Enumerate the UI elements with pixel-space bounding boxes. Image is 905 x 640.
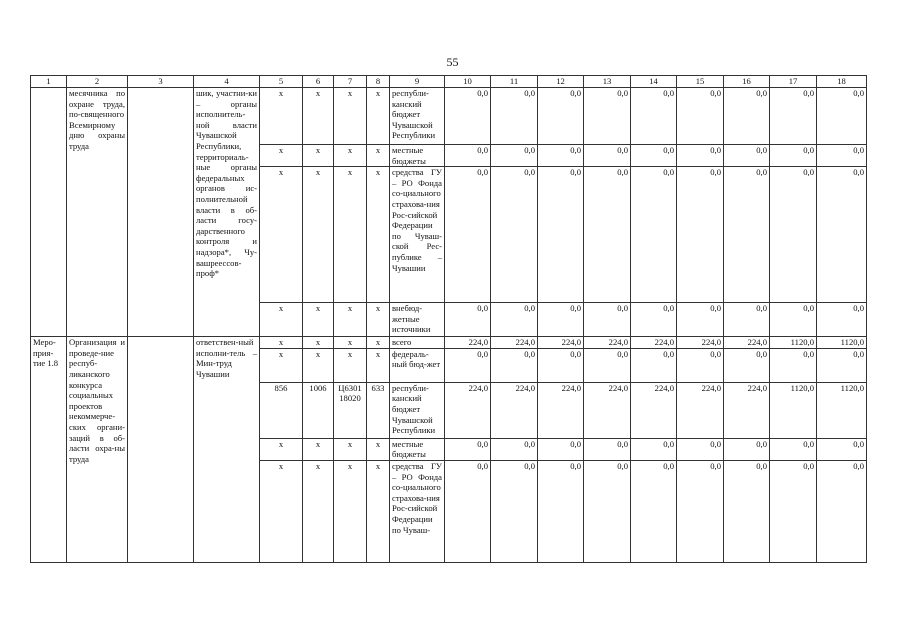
amount-cell: 224,0 [677, 382, 724, 438]
amount-cell: 0,0 [817, 438, 867, 460]
amount-cell: 0,0 [491, 303, 538, 337]
amount-cell: 224,0 [538, 337, 584, 349]
amount-cell: 0,0 [631, 438, 677, 460]
funding-source-cell: республи-канский бюджет Чувашской Республики [390, 382, 445, 438]
amount-cell: 0,0 [445, 145, 491, 167]
event-number-cell [31, 88, 67, 337]
budget-code-cell: x [260, 145, 303, 167]
amount-cell: 0,0 [724, 348, 770, 382]
amount-cell: 1120,0 [817, 337, 867, 349]
amount-cell: 224,0 [631, 382, 677, 438]
budget-code-cell: 633 [367, 382, 390, 438]
executor-cell: ответствен-ный исполни-тель – Мин-труд Чувашии [194, 337, 260, 563]
budget-code-cell: x [367, 88, 390, 145]
amount-cell: 0,0 [538, 438, 584, 460]
amount-cell: 0,0 [770, 303, 817, 337]
amount-cell: 0,0 [584, 438, 631, 460]
amount-cell: 0,0 [817, 145, 867, 167]
amount-cell: 0,0 [538, 460, 584, 562]
amount-cell: 0,0 [817, 88, 867, 145]
amount-cell: 0,0 [491, 88, 538, 145]
funding-source-cell: местные бюджеты [390, 145, 445, 167]
amount-cell: 0,0 [724, 167, 770, 303]
amount-cell: 0,0 [584, 145, 631, 167]
amount-cell: 0,0 [538, 88, 584, 145]
column-header-18: 18 [817, 76, 867, 88]
amount-cell: 0,0 [677, 460, 724, 562]
funding-source-cell: внебюд-жетные источники [390, 303, 445, 337]
table-row [31, 337, 867, 349]
amount-cell: 0,0 [724, 145, 770, 167]
amount-cell: 0,0 [631, 145, 677, 167]
funding-source-cell: республи-канский бюджет Чувашской Республики [390, 88, 445, 145]
amount-cell: 224,0 [491, 382, 538, 438]
header-row [31, 76, 867, 88]
amount-cell: 0,0 [770, 167, 817, 303]
executor-cell: шик, участни-ки – органы исполнитель-ной власти Чувашской Республики, территориаль-ные органы федеральных органов ис-полнительной власти в об-ласти госу-дарственного контроля и надзора*, Чу-вашреессов-проф* [194, 88, 260, 337]
amount-cell: 0,0 [584, 303, 631, 337]
amount-cell: 0,0 [445, 348, 491, 382]
amount-cell: 0,0 [631, 460, 677, 562]
amount-cell: 0,0 [538, 145, 584, 167]
budget-code-cell: x [303, 460, 334, 562]
budget-code-cell: x [334, 460, 367, 562]
amount-cell: 0,0 [631, 348, 677, 382]
budget-code-cell: x [334, 337, 367, 349]
column-header-15: 15 [677, 76, 724, 88]
table-row [31, 88, 867, 145]
amount-cell: 224,0 [724, 382, 770, 438]
funding-source-cell: местные бюджеты [390, 438, 445, 460]
budget-code-cell: x [303, 303, 334, 337]
amount-cell: 224,0 [445, 382, 491, 438]
column-header-16: 16 [724, 76, 770, 88]
amount-cell: 0,0 [817, 167, 867, 303]
empty-cell [128, 88, 194, 337]
amount-cell: 0,0 [677, 348, 724, 382]
amount-cell: 0,0 [677, 167, 724, 303]
budget-code-cell: x [334, 438, 367, 460]
amount-cell: 0,0 [631, 88, 677, 145]
amount-cell: 224,0 [445, 337, 491, 349]
amount-cell: 0,0 [817, 460, 867, 562]
budget-code-cell: x [367, 167, 390, 303]
column-header-8: 8 [367, 76, 390, 88]
event-name-cell: месячника по охране труда, по-священного Всемирному дню охраны труда [67, 88, 128, 337]
budget-code-cell: x [367, 303, 390, 337]
amount-cell: 0,0 [724, 460, 770, 562]
amount-cell: 0,0 [584, 348, 631, 382]
budget-code-cell: x [303, 348, 334, 382]
amount-cell: 0,0 [724, 88, 770, 145]
amount-cell: 0,0 [770, 348, 817, 382]
amount-cell: 0,0 [445, 438, 491, 460]
budget-code-cell: x [260, 348, 303, 382]
amount-cell: 0,0 [724, 438, 770, 460]
column-header-2: 2 [67, 76, 128, 88]
budget-code-cell: x [367, 337, 390, 349]
amount-cell: 1120,0 [770, 337, 817, 349]
column-header-13: 13 [584, 76, 631, 88]
budget-code-cell: x [334, 348, 367, 382]
budget-code-cell: x [334, 167, 367, 303]
budget-code-cell: x [260, 337, 303, 349]
amount-cell: 1120,0 [817, 382, 867, 438]
column-header-5: 5 [260, 76, 303, 88]
amount-cell: 0,0 [631, 303, 677, 337]
page-number: 55 [446, 55, 459, 69]
budget-code-cell: x [303, 88, 334, 145]
amount-cell: 224,0 [491, 337, 538, 349]
amount-cell: 0,0 [445, 303, 491, 337]
budget-code-cell: x [303, 438, 334, 460]
amount-cell: 0,0 [491, 145, 538, 167]
budget-code-cell: x [260, 438, 303, 460]
amount-cell: 224,0 [584, 382, 631, 438]
budget-code-cell: x [334, 303, 367, 337]
amount-cell: 0,0 [491, 167, 538, 303]
event-number-cell: Меро-прия-тие 1.8 [31, 337, 67, 563]
column-header-11: 11 [491, 76, 538, 88]
event-name-cell: Организация и проведе-ние респуб-ликанского конкурса социальных проектов некоммерче-ских органи-заций в об-ласти охра-ны труда [67, 337, 128, 563]
amount-cell: 0,0 [770, 438, 817, 460]
column-header-14: 14 [631, 76, 677, 88]
amount-cell: 0,0 [724, 303, 770, 337]
amount-cell: 224,0 [538, 382, 584, 438]
amount-cell: 0,0 [677, 303, 724, 337]
amount-cell: 0,0 [584, 167, 631, 303]
budget-code-cell: x [260, 88, 303, 145]
amount-cell: 0,0 [817, 348, 867, 382]
funding-source-cell: федераль-ный бюд-жет [390, 348, 445, 382]
column-header-12: 12 [538, 76, 584, 88]
budget-code-cell: x [367, 438, 390, 460]
column-header-4: 4 [194, 76, 260, 88]
amount-cell: 0,0 [817, 303, 867, 337]
amount-cell: 0,0 [584, 88, 631, 145]
funding-source-cell: средства ГУ – РО Фонда со-циального страхова-ния Рос-сийской Федерации по Чуваш-ской Рес-публике – Чувашии [390, 167, 445, 303]
column-header-7: 7 [334, 76, 367, 88]
budget-code-cell: x [303, 145, 334, 167]
amount-cell: 0,0 [445, 167, 491, 303]
amount-cell: 0,0 [770, 88, 817, 145]
amount-cell: 0,0 [445, 88, 491, 145]
budget-code-cell: x [367, 460, 390, 562]
budget-code-cell: Ц6301 18020 [334, 382, 367, 438]
amount-cell: 1120,0 [770, 382, 817, 438]
amount-cell: 0,0 [677, 88, 724, 145]
empty-cell [128, 337, 194, 563]
budget-code-cell: x [260, 460, 303, 562]
amount-cell: 0,0 [677, 145, 724, 167]
budget-code-cell: x [260, 167, 303, 303]
amount-cell: 0,0 [584, 460, 631, 562]
budget-code-cell: x [367, 348, 390, 382]
amount-cell: 0,0 [445, 460, 491, 562]
column-header-6: 6 [303, 76, 334, 88]
budget-code-cell: 1006 [303, 382, 334, 438]
amount-cell: 0,0 [677, 438, 724, 460]
amount-cell: 0,0 [491, 348, 538, 382]
budget-code-cell: x [334, 145, 367, 167]
amount-cell: 224,0 [631, 337, 677, 349]
column-header-3: 3 [128, 76, 194, 88]
column-header-10: 10 [445, 76, 491, 88]
amount-cell: 224,0 [724, 337, 770, 349]
column-header-9: 9 [390, 76, 445, 88]
amount-cell: 0,0 [491, 460, 538, 562]
amount-cell: 0,0 [538, 348, 584, 382]
amount-cell: 224,0 [584, 337, 631, 349]
funding-source-cell: средства ГУ – РО Фонда со-циального страхова-ния Рос-сийской Федерации по Чуваш- [390, 460, 445, 562]
budget-code-cell: x [334, 88, 367, 145]
budget-code-cell: x [303, 167, 334, 303]
column-header-1: 1 [31, 76, 67, 88]
amount-cell: 0,0 [491, 438, 538, 460]
amount-cell: 0,0 [538, 167, 584, 303]
amount-cell: 0,0 [770, 460, 817, 562]
amount-cell: 0,0 [538, 303, 584, 337]
amount-cell: 224,0 [677, 337, 724, 349]
amount-cell: 0,0 [631, 167, 677, 303]
budget-code-cell: x [367, 145, 390, 167]
funding-source-cell: всего [390, 337, 445, 349]
budget-code-cell: 856 [260, 382, 303, 438]
column-header-17: 17 [770, 76, 817, 88]
amount-cell: 0,0 [770, 145, 817, 167]
budget-code-cell: x [260, 303, 303, 337]
budget-table [30, 75, 867, 563]
budget-code-cell: x [303, 337, 334, 349]
